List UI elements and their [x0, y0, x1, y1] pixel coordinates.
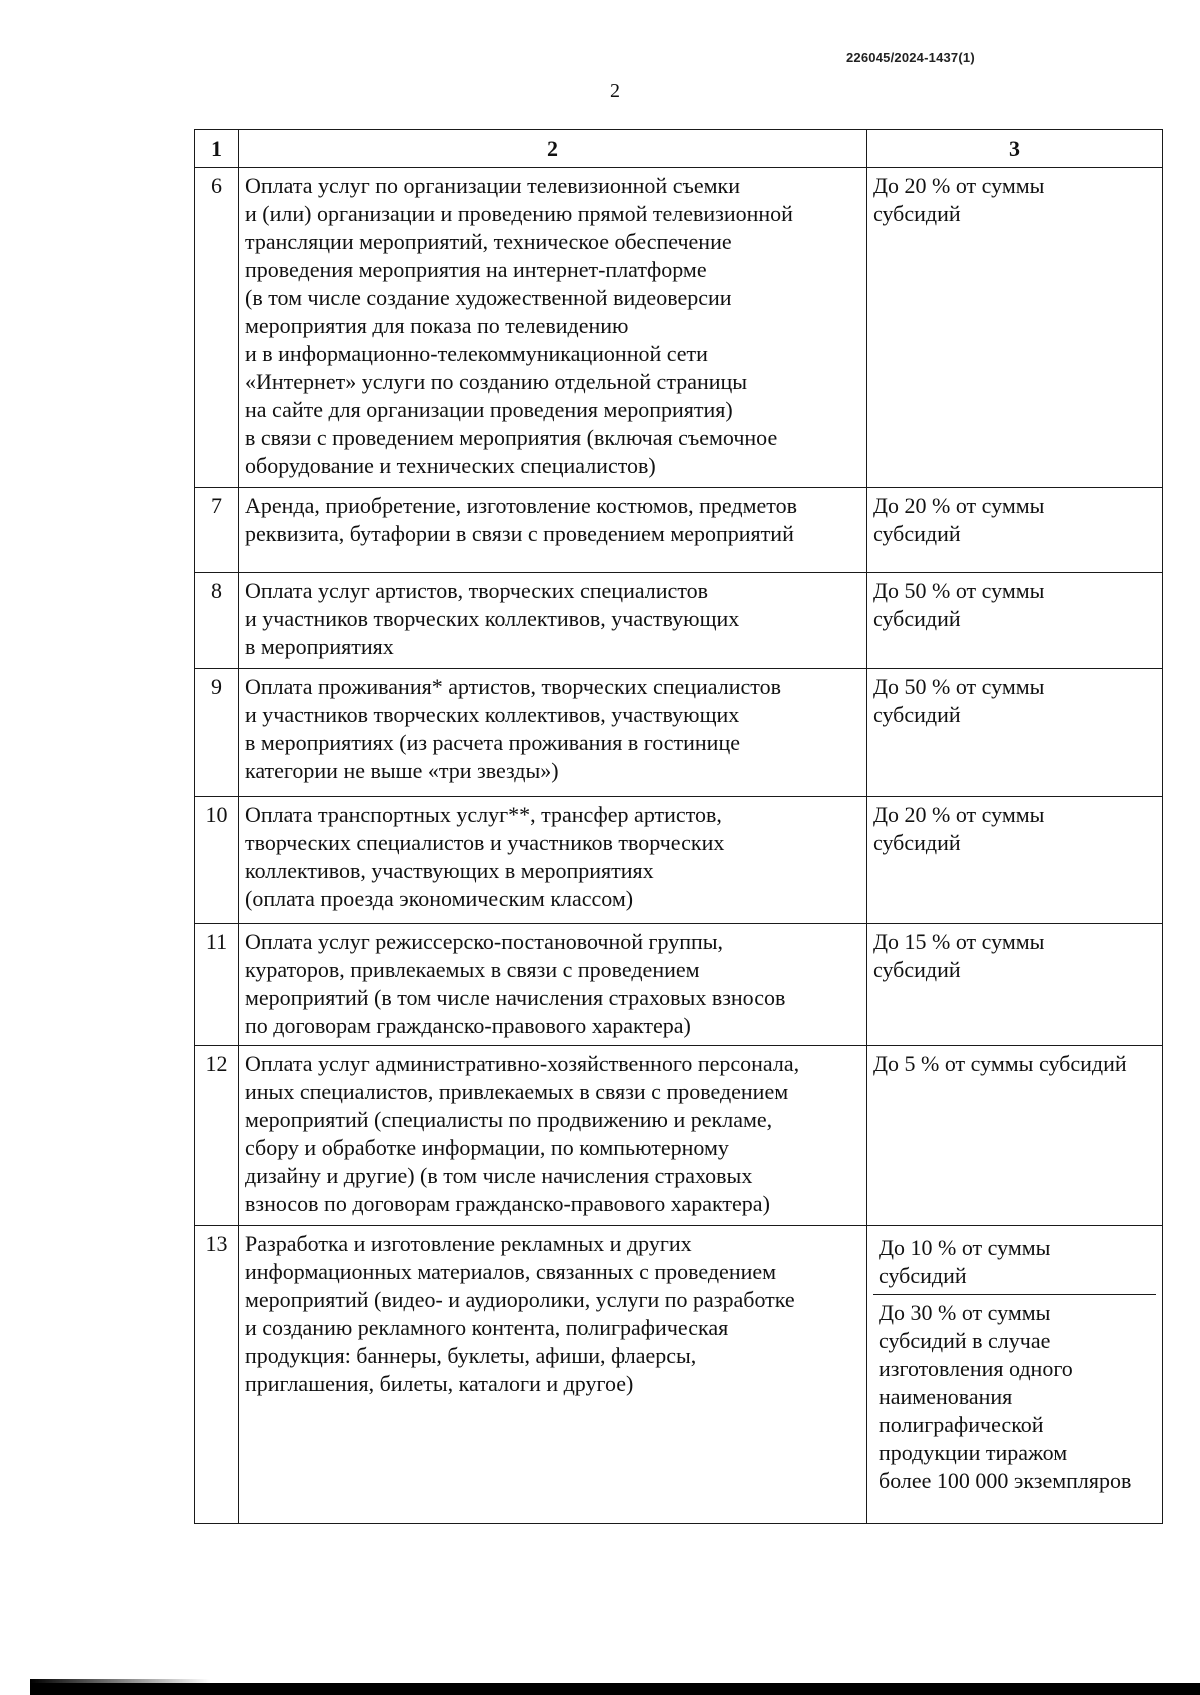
table-header-row [195, 130, 1163, 168]
row-number: 6 [195, 168, 239, 488]
row-number: 13 [195, 1226, 239, 1524]
table-row [195, 1226, 1163, 1524]
document-id: 226045/2024-1437(1) [846, 50, 975, 65]
table-row [195, 168, 1163, 488]
row-description: Оплата услуг административно-хозяйственного персонала, иных специалистов, привлекаемых в связи с проведением мероприятий (специалисты по продвижению и рекламе, сбору и обработке информации, по компьютерному дизайну и другие) (в том числе начисления страховых взносов по договорам гражданско-правового характера) [239, 1046, 867, 1226]
table-row [195, 797, 1163, 924]
row-description: Разработка и изготовление рекламных и других информационных материалов, связанных с проведением мероприятий (видео- и аудиоролики, услуги по разработке и созданию рекламного контента, полиграфическая продукция: баннеры, буклеты, афиши, флаерсы, приглашения, билеты, каталоги и другое) [239, 1226, 867, 1524]
table-row [195, 669, 1163, 797]
row-description: Аренда, приобретение, изготовление костюмов, предметов реквизита, бутафории в связи с проведением мероприятий [239, 488, 867, 573]
row-limit: До 50 % от суммы субсидий [867, 669, 1163, 797]
row-description: Оплата услуг режиссерско-постановочной группы, кураторов, привлекаемых в связи с проведением мероприятий (в том числе начисления страховых взносов по договорам гражданско-правового характера) [239, 924, 867, 1046]
scan-edge-bar [30, 1683, 1200, 1695]
row-limit: До 20 % от суммы субсидий [867, 168, 1163, 488]
row-limit: До 5 % от суммы субсидий [867, 1046, 1163, 1226]
row-description: Оплата транспортных услуг**, трансфер артистов, творческих специалистов и участников творческих коллективов, участвующих в мероприятиях (оплата проезда экономическим классом) [239, 797, 867, 924]
row-limit: До 20 % от суммы субсидий [867, 797, 1163, 924]
expense-limits-table [194, 129, 1163, 1524]
row-number: 10 [195, 797, 239, 924]
row-number: 11 [195, 924, 239, 1046]
column-header-1: 1 [195, 130, 239, 168]
row-description: Оплата услуг по организации телевизионной съемки и (или) организации и проведению прямой телевизионной трансляции мероприятий, техническое обеспечение проведения мероприятия на интернет-платформе (в том числе создание художественной видеоверсии мероприятия для показа по телевидению и в информационно-телекоммуникационной сети «Интернет» услуги по созданию отдельной страницы на сайте для организации проведения мероприятия) в связи с проведением мероприятия (включая съемочное оборудование и технических специалистов) [239, 168, 867, 488]
row-number: 12 [195, 1046, 239, 1226]
row-limit: До 20 % от суммы субсидий [867, 488, 1163, 573]
row-number: 7 [195, 488, 239, 573]
column-header-3: 3 [867, 130, 1163, 168]
column-header-2: 2 [239, 130, 867, 168]
table-row [195, 1046, 1163, 1226]
row-number: 9 [195, 669, 239, 797]
table-row [195, 573, 1163, 669]
row-limit-large-print-run: До 30 % от суммы субсидий в случае изготовления одного наименования полиграфической продукции тиражом более 100 000 экземпляров [879, 1300, 1132, 1493]
table-row [195, 924, 1163, 1046]
row-description: Оплата проживания* артистов, творческих специалистов и участников творческих коллективов, участвующих в мероприятиях (из расчета проживания в гостинице категории не выше «три звезды») [239, 669, 867, 797]
row-limit-split [867, 1226, 1163, 1524]
row-limit-basic: До 10 % от суммы субсидий [873, 1230, 1156, 1295]
row-number: 8 [195, 573, 239, 669]
page-number: 2 [610, 80, 620, 102]
row-limit: До 15 % от суммы субсидий [867, 924, 1163, 1046]
table-row [195, 488, 1163, 573]
row-limit: До 50 % от суммы субсидий [867, 573, 1163, 669]
row-description: Оплата услуг артистов, творческих специалистов и участников творческих коллективов, участвующих в мероприятиях [239, 573, 867, 669]
